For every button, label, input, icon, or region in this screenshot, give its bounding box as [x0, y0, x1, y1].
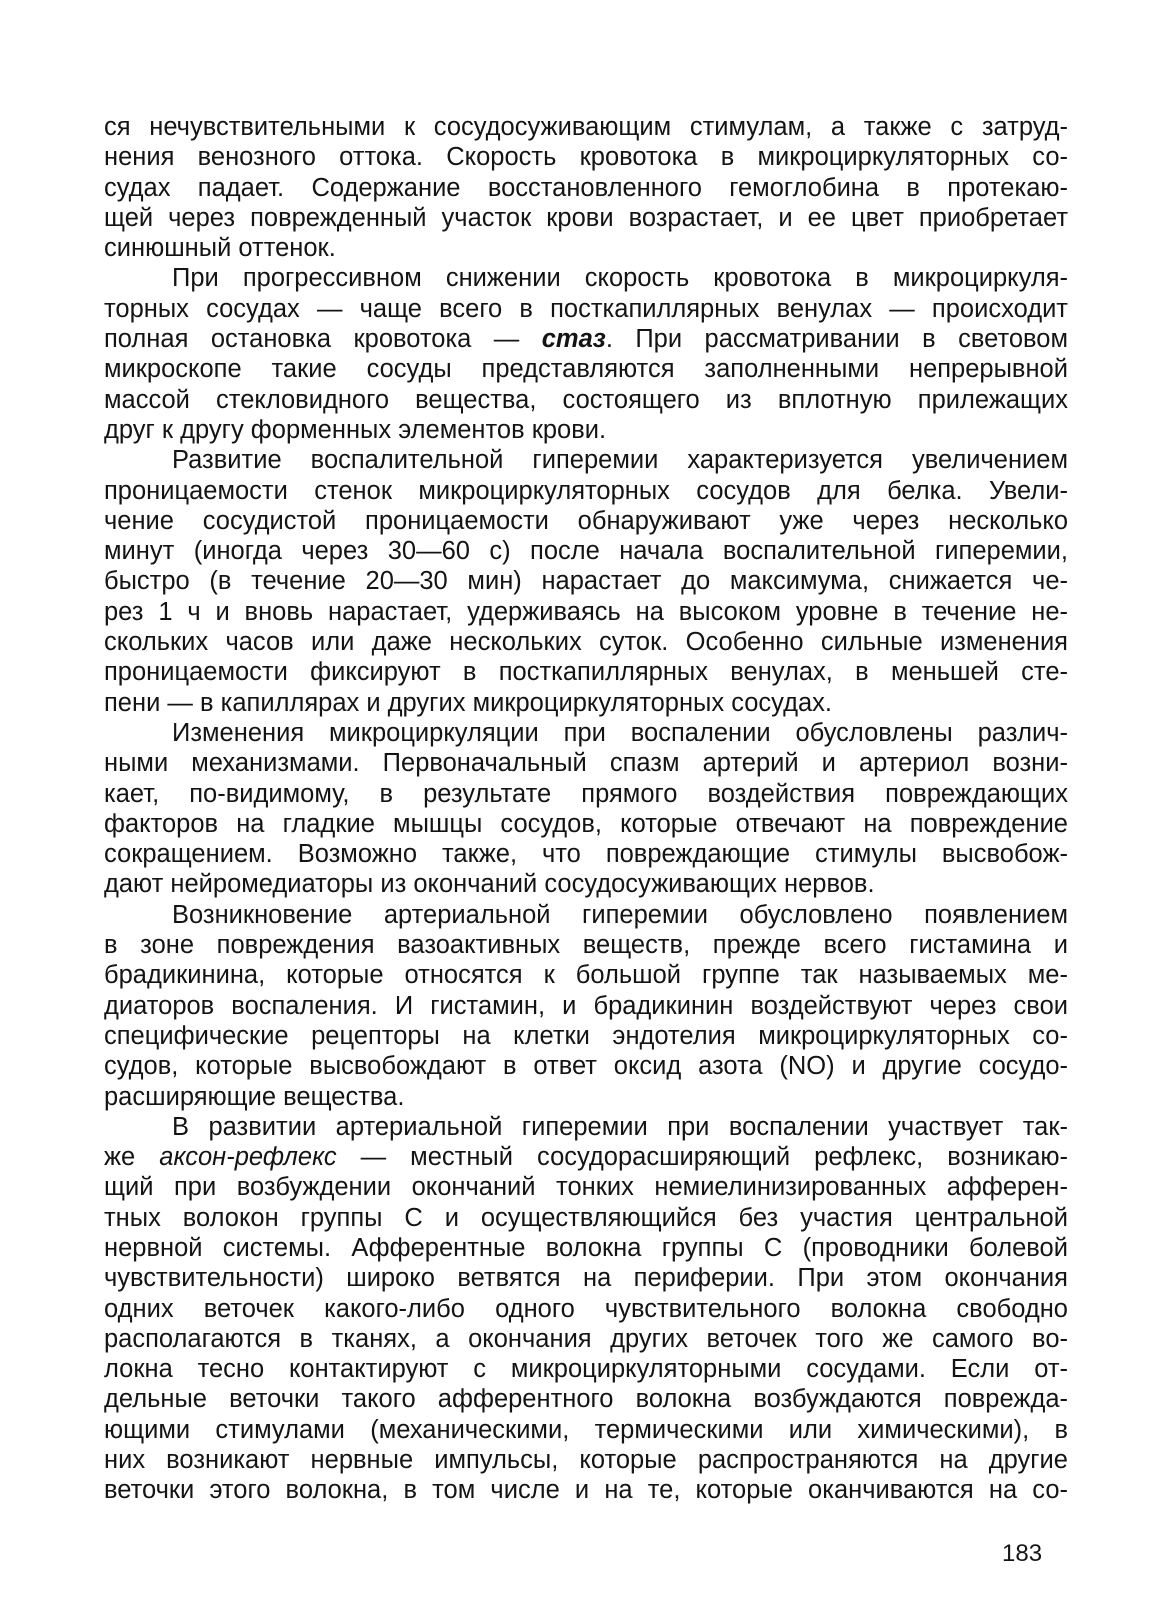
text-line: дельные веточки такого афферентного волокна возбуждаются поврежда-: [104, 1385, 1068, 1414]
text-line: Изменения микроциркуляции при воспалении обусловлены различ-: [172, 718, 1068, 747]
text-line: судов, которые высвобождают в ответ оксид азота (NO) и другие сосудо-: [104, 1052, 1068, 1081]
text-line: факторов на гладкие мышцы сосудов, которые отвечают на повреждение: [104, 809, 1068, 838]
text-line: проницаемости фиксируют в посткапиллярных венулах, в меньшей сте-: [104, 658, 1068, 687]
text-line: торных сосудах — чаще всего в посткапиллярных венулах — происходит: [104, 294, 1068, 323]
text-line: синюшный оттенок.: [104, 234, 336, 263]
paragraph: [104, 445, 1068, 718]
term-italic: аксон-рефлекс: [159, 1143, 337, 1172]
text-line: щей через поврежденный участок крови возрастает, и ее цвет приобретает: [104, 203, 1068, 232]
text-line: Возникновение артериальной гиперемии обусловлено появлением: [172, 900, 1068, 929]
text-line: ся нечувствительными к сосудосуживающим стимулам, а также с затруд-: [104, 113, 1068, 141]
text-line: нервной системы. Афферентные волокна группы С (проводники болевой: [104, 1233, 1068, 1262]
text-line: брадикинина, которые относятся к большой группе так называемых ме-: [104, 961, 1068, 990]
text-line: расширяющие вещества.: [104, 1082, 405, 1111]
paragraph: [104, 112, 1068, 263]
text-line: При прогрессивном снижении скорость кровотока в микроциркуля-: [172, 264, 1068, 293]
text-line: проницаемости стенок микроциркуляторных сосудов для белка. Увели-: [104, 476, 1068, 505]
text-line: пени — в капиллярах и других микроциркуляторных сосудах.: [104, 688, 832, 717]
text-line: локна тесно контактируют с микроциркуляторными сосудами. Если от-: [104, 1355, 1068, 1384]
text-line: друг к другу форменных элементов крови.: [104, 415, 607, 444]
text-line: чувствительности) широко ветвятся на периферии. При этом окончания: [104, 1264, 1068, 1293]
text-line: одних веточек какого-либо одного чувствительного волокна свободно: [104, 1294, 1068, 1323]
text-line: них возникают нервные импульсы, которые распространяются на другие: [104, 1446, 1068, 1475]
text-segment: полная остановка кровотока —: [104, 325, 542, 354]
paragraph: [104, 263, 1068, 445]
text-segment: же: [104, 1143, 160, 1172]
page-number: 183: [1002, 1540, 1043, 1567]
text-line: кает, по-видимому, в результате прямого воздействия повреждающих: [104, 779, 1068, 808]
text-line: сокращением. Возможно также, что повреждающие стимулы высвобож-: [104, 840, 1068, 869]
text-line: Развитие воспалительной гиперемии характеризуется увеличением: [172, 446, 1068, 475]
paragraph: [104, 900, 1068, 1112]
text-line: располагаются в тканях, а окончания других веточек того же самого во-: [104, 1324, 1068, 1353]
term-bold: стаз: [541, 325, 606, 354]
page-body: [104, 112, 1068, 1506]
paragraph: [104, 1112, 1068, 1506]
text-line: веточки этого волокна, в том числе и на те, которые оканчиваются на со-: [104, 1476, 1068, 1505]
text-line: судах падает. Содержание восстановленного гемоглобина в протекаю-: [104, 173, 1068, 202]
text-line: [104, 1142, 1068, 1172]
text-line: микроскопе такие сосуды представляются заполненными непрерывной: [104, 355, 1068, 384]
text-line: массой стекловидного вещества, состоящего из вплотную прилежащих: [104, 385, 1068, 414]
text-line: чение сосудистой проницаемости обнаруживают уже через несколько: [104, 506, 1068, 535]
text-line: ющими стимулами (механическими, термическими или химическими), в: [104, 1415, 1068, 1444]
text-segment: . При рассматривании в световом: [605, 325, 1068, 354]
text-line: быстро (в течение 20—30 мин) нарастает до максимума, снижается че-: [104, 567, 1068, 596]
text-line: щий при возбуждении окончаний тонких немиелинизированных афферен-: [104, 1173, 1068, 1202]
text-line: рез 1 ч и вновь нарастает, удерживаясь на высоком уровне в течение не-: [104, 597, 1068, 626]
text-line: нения венозного оттока. Скорость кровотока в микроциркуляторных со-: [104, 143, 1068, 172]
text-line: В развитии артериальной гиперемии при воспалении участвует так-: [172, 1112, 1068, 1141]
text-line: скольких часов или даже нескольких суток. Особенно сильные изменения: [104, 628, 1068, 657]
text-line: специфические рецепторы на клетки эндотелия микроциркуляторных со-: [104, 1021, 1068, 1050]
text-line: [104, 324, 1068, 354]
text-line: дают нейромедиаторы из окончаний сосудосуживающих нервов.: [104, 870, 875, 899]
paragraph: [104, 718, 1068, 900]
text-line: в зоне повреждения вазоактивных веществ, прежде всего гистамина и: [104, 931, 1068, 960]
text-line: ными механизмами. Первоначальный спазм артерий и артериол возни-: [104, 749, 1068, 778]
text-segment: — местный сосудорасширяющий рефлекс, возникаю-: [336, 1143, 1068, 1172]
text-line: минут (иногда через 30—60 с) после начала воспалительной гиперемии,: [104, 537, 1068, 566]
text-line: тных волокон группы С и осуществляющийся без участия центральной: [104, 1203, 1068, 1232]
text-line: диаторов воспаления. И гистамин, и брадикинин воздействуют через свои: [104, 991, 1068, 1020]
